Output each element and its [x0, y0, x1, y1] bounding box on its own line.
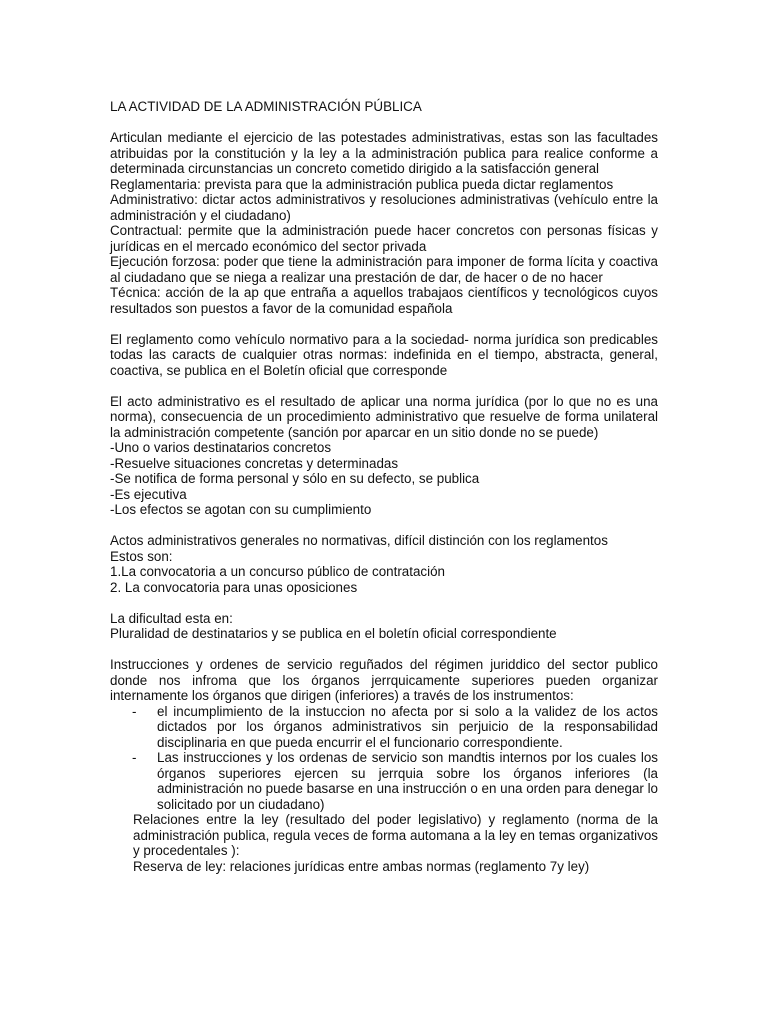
acto-administrativo-paragraph: El acto administrativo es el resultado de aplicar una norma jurídica (por lo que no es una norma), consecuencia de un procedimiento administrativo que resuelve de forma unilateral la administración competente (sanción por aparcar en un sitio donde no se puede)	[110, 393, 658, 440]
bulleted-item	[110, 750, 658, 812]
dificultad-line: Pluralidad de destinatarios y se publica en el boletín oficial correspondiente	[110, 626, 557, 641]
acto-item: -Resuelve situaciones concretas y determinadas	[110, 455, 399, 471]
paragraph-spacer	[110, 595, 658, 611]
bullet-text: Las instrucciones y los ordenas de servicio son mandtis internos por los cuales los órganos superiores ejercen su jerrquia sobre los órganos inferiores (la administración no puede basarse en una instrucción o en una orden para denegar lo solicitado por un ciudadano)	[157, 750, 659, 812]
acto-item: -Se notifica de forma personal y sólo en su defecto, se publica	[110, 471, 480, 486]
acto-item: -Uno o varios destinatarios concretos	[110, 440, 332, 455]
instrucciones-paragraph: Instrucciones y ordenes de servicio reguñados del régimen juriddico del sector publico donde nos infroma que los órganos jerrquicamente superiores pueden organizar internamente los órganos que dirigen (inferiores) a través de los instrumentos:	[110, 657, 658, 703]
paragraph-spacer	[110, 518, 658, 534]
convocatoria-item: 1.La convocatoria a un concurso público de contratación	[110, 564, 445, 579]
dificultad-heading: La dificultad esta en:	[110, 610, 233, 626]
potestad-administrativo: Administrativo: dictar actos administrativos y resoluciones administrativas (vehículo entre la administración y el ciudadano)	[110, 192, 658, 223]
estos-son-line: Estos son:	[110, 548, 173, 564]
convocatoria-item: 2. La convocatoria para unas oposiciones	[110, 579, 358, 595]
paragraph-spacer	[110, 378, 658, 394]
intro-paragraph: Articulan mediante el ejercicio de las potestades administrativas, estas son las facultades atribuidas por la constitución y la ley a la administración publica para realice conforme a determinada circunstancias un concreto cometido dirigido a la satisfacción general	[110, 130, 658, 176]
paragraph-spacer	[110, 642, 658, 658]
reglamento-paragraph: El reglamento como vehículo normativo para a la sociedad- norma jurídica son predicables todas las caracts de cualquier otras normas: indefinida en el tiempo, abstracta, general, coactiva, se publica en el Boletín oficial que corresponde	[110, 331, 658, 378]
relaciones-paragraph: Relaciones entre la ley (resultado del poder legislativo) y reglamento (norma de la administración publica, regula veces de forma automana a la ley en temas organizativos y procedentales ):	[133, 812, 658, 858]
document-page	[110, 99, 658, 874]
bulleted-item	[110, 704, 658, 751]
document-title: LA ACTIVIDAD DE LA ADMINISTRACIÓN PÚBLICA	[110, 99, 422, 114]
actos-generales-line: Actos administrativos generales no normativas, difícil distinción con los reglamentos	[110, 533, 608, 548]
potestad-tecnica: Técnica: acción de la ap que entraña a aquellos trabajaos científicos y tecnológicos cuyos resultados son puestos a favor de la comunidad española	[110, 285, 658, 316]
reserva-de-ley-line: Reserva de ley: relaciones jurídicas entre ambas normas (reglamento 7y ley)	[133, 858, 590, 874]
potestad-contractual: Contractual: permite que la administración puede hacer concretos con personas físicas y jurídicas en el mercado económico del sector privada	[110, 223, 658, 254]
bullet-text: el incumplimiento de la instuccion no afecta por si solo a la validez de los actos dictados por los órganos administrativos sin perjuicio de la responsabilidad disciplinaria en que pueda encurrir el el funcionario correspondiente.	[157, 703, 658, 750]
potestad-reglamentaria: Reglamentaria: prevista para que la administración publica pueda dictar reglamentos	[110, 176, 614, 192]
potestad-ejecucion-forzosa: Ejecución forzosa: poder que tiene la administración para imponer de forma lícita y coactiva al ciudadano que se niega a realizar una prestación de dar, de hacer o de no hacer	[110, 254, 658, 285]
bullet-dash: -	[132, 703, 137, 719]
paragraph-spacer	[110, 316, 658, 332]
acto-item: -Los efectos se agotan con su cumplimiento	[110, 502, 372, 517]
acto-item: -Es ejecutiva	[110, 486, 187, 502]
bullet-dash: -	[132, 750, 137, 765]
